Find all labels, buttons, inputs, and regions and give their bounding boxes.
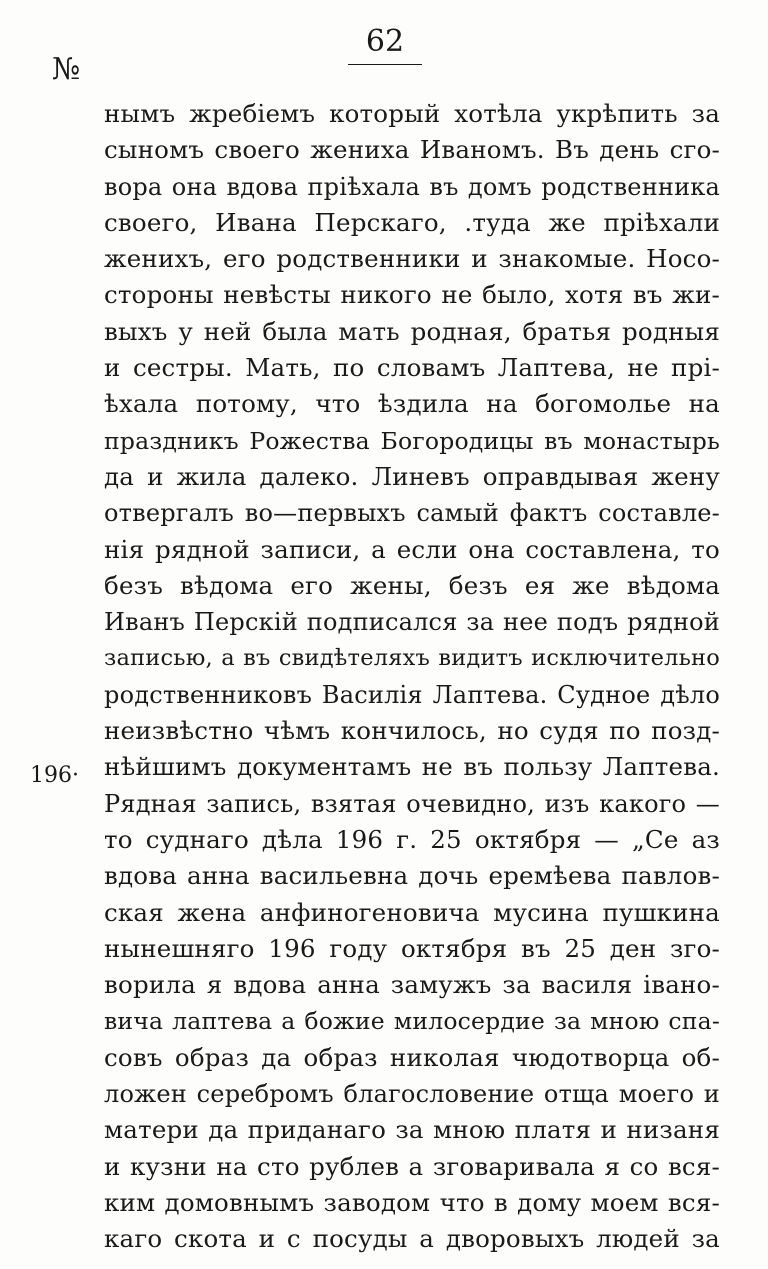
text-line: нѣйшимъ документамъ не въ пользу Лаптева. (104, 752, 720, 782)
text-line: матери да приданаго за мною платя и низаня (104, 1115, 720, 1145)
text-line: сыномъ своего жениха Иваномъ. Въ день сго- (104, 135, 720, 165)
text-line: Рядная запись, взятая очевидно, изъ какого — (104, 789, 720, 818)
text-line: совъ образ да образ николая чюдотворца об- (104, 1042, 720, 1072)
body-text (104, 96, 720, 1258)
text-line: нынешняго 196 году октября въ 25 ден зго- (104, 933, 720, 963)
text-line: вича лаптева а божие милосердие за мною спа- (104, 1007, 720, 1036)
text-line: нымъ жребіемъ который хотѣла укрѣпить за (104, 99, 720, 128)
text-line: да и жила далеко. Линевъ оправдывая жену (104, 461, 720, 491)
text-line: женихъ, его родственники и знакомые. Носо- (104, 244, 720, 274)
text-line: каго скота и с посуды а дворовыхъ людей за (104, 1224, 720, 1254)
text-line: ворила я вдова анна замужъ за василя івано- (104, 970, 720, 1000)
text-line: неизвѣстно чѣмъ кончилось, но судя по позд- (104, 716, 720, 746)
text-line: выхъ у ней была мать родная, братья родныя (104, 316, 720, 346)
text-line: ѣхала потому, что ѣздила на богомолье на (104, 389, 720, 419)
page-number: 62 (365, 24, 405, 59)
text-line: Иванъ Перскій подписался за нее подъ рядной (104, 608, 720, 637)
numero-sign: № (52, 52, 81, 87)
text-line: безъ вѣдома его жены, безъ ея же вѣдома (104, 570, 720, 600)
text-line: отвергалъ во—первыхъ самый фактъ составле- (104, 499, 720, 528)
text-line: нія рядной записи, а если она составлена, то (104, 534, 720, 564)
text-line: ким домовнымъ заводом что в дому моем вся- (104, 1187, 720, 1217)
text-line: вдова анна васильевна дочь еремѣева павлов- (104, 861, 720, 891)
text-line: то суднаго дѣла 196 г. 25 октября — „Се аз (104, 824, 720, 854)
text-line: ложен серебромъ благословение отща моего и (104, 1080, 720, 1109)
page-number-rule (348, 64, 422, 65)
text-line: записью, а въ свидѣтеляхъ видитъ исключительно (104, 645, 720, 672)
text-line: праздникъ Рожества Богородицы въ монастырь (104, 426, 720, 455)
text-line: ская жена анфиногеновича мусина пушкина (104, 897, 720, 927)
text-line: вора она вдова пріѣхала въ домъ родственника (104, 172, 720, 201)
text-line: и сестры. Мать, по словамъ Лаптева, не прі- (104, 353, 720, 383)
text-line: родственниковъ Василія Лаптева. Судное дѣло (104, 680, 720, 709)
text-line: и кузни на сто рублев а зговаривала я со вся- (104, 1151, 720, 1181)
margin-note-196: 196· (30, 763, 79, 788)
text-line: своего, Ивана Перскаго, .туда же пріѣхали (104, 207, 720, 237)
text-line: стороны невѣсты никого не было, хотя въ жи- (104, 280, 720, 310)
